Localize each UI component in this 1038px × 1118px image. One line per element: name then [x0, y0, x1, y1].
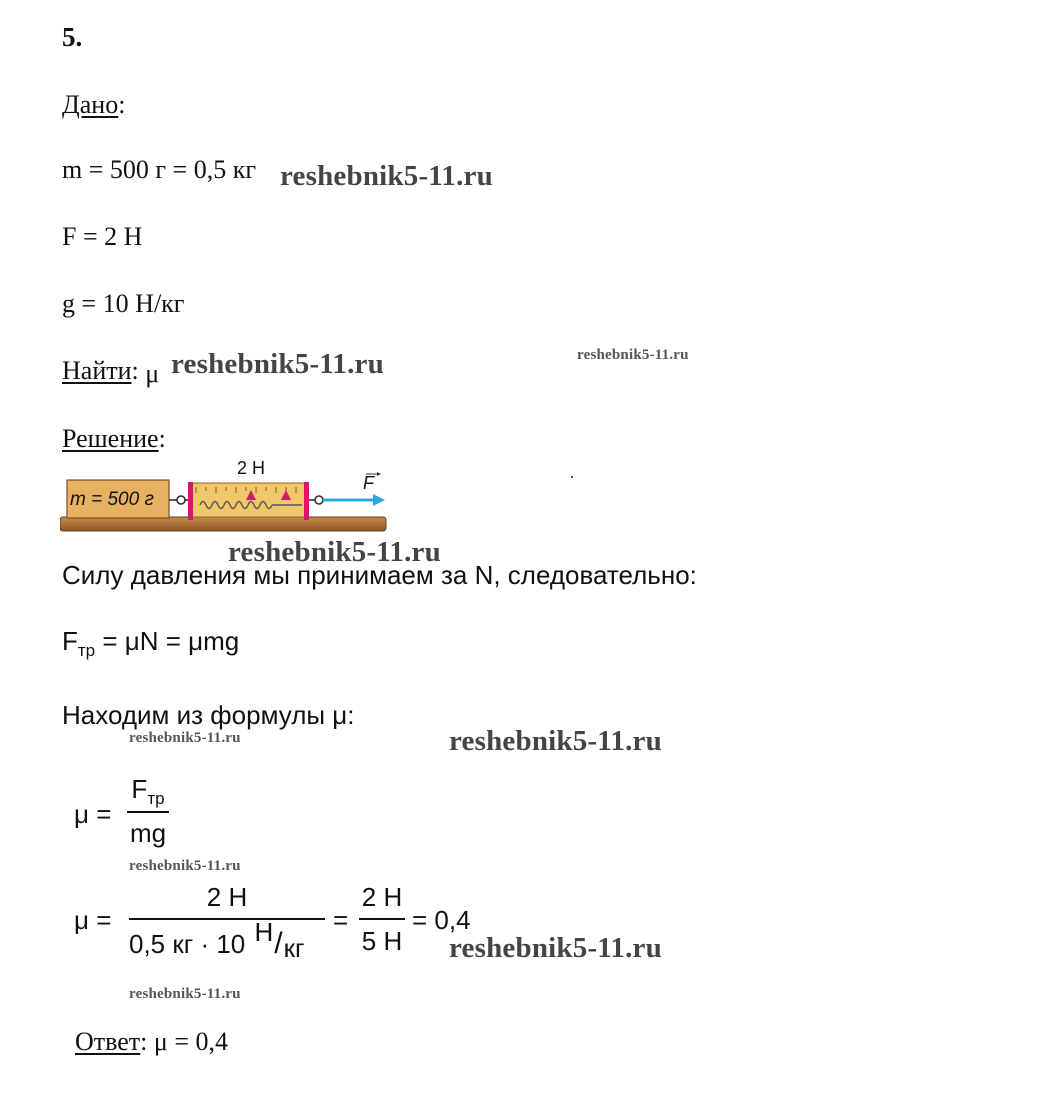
- formula2-denominator2: 5 Н: [361, 926, 403, 956]
- watermark: reshebnik5-11.ru: [129, 730, 241, 746]
- find-value: μ: [145, 359, 160, 388]
- formula2-denominator: 0,5 кг · 10 Н/кг: [129, 917, 305, 963]
- given-mass: m = 500 г = 0,5 кг: [62, 155, 257, 184]
- formula2-fraction-bar2: [359, 918, 405, 920]
- find-from-formula-line: Находим из формулы μ:: [62, 700, 355, 730]
- friction-equation: $F_{тр} = \mu N = \mu mg$: [62, 626, 240, 660]
- watermark: reshebnik5-11.ru: [228, 536, 441, 568]
- watermark: reshebnik5-11.ru: [577, 347, 689, 363]
- dynamometer-figure: [60, 460, 390, 536]
- find-heading: Найти: μ: [62, 356, 160, 388]
- answer-line: Ответ: μ = 0,4: [75, 1027, 229, 1056]
- formula1-denominator: mg: [129, 818, 167, 848]
- formula2-fraction-bar: [129, 918, 325, 920]
- given-force: F = 2 Н: [62, 222, 143, 251]
- force-reading: 2 Н: [237, 458, 266, 478]
- formula1-numerator: $F_{тр}$: [131, 774, 165, 808]
- watermark: reshebnik5-11.ru: [449, 932, 662, 964]
- answer-label: Ответ: [75, 1027, 141, 1056]
- formula2-numerator2: 2 Н: [361, 882, 403, 912]
- formula2-lhs: μ =: [74, 905, 112, 935]
- formula2-result: = 0,4: [412, 905, 471, 935]
- formula2-numerator: 2 Н: [206, 882, 248, 912]
- find-label: Найти: [62, 356, 132, 385]
- answer-value: μ = 0,4: [153, 1027, 229, 1056]
- solution-label: Решение: [62, 424, 159, 453]
- stray-dot: [571, 476, 573, 478]
- watermark: reshebnik5-11.ru: [449, 725, 662, 757]
- pressure-line: Силу давления мы принимаем за N, следовательно:: [62, 560, 697, 590]
- force-vector-label: F: [363, 473, 374, 493]
- solution-heading: Решение:: [62, 424, 166, 453]
- given-gravity: g = 10 Н/кг: [62, 289, 185, 318]
- formula2-equals: =: [333, 905, 349, 935]
- task-number: 5.: [62, 22, 83, 52]
- given-label: Дано: [62, 90, 119, 119]
- watermark: reshebnik5-11.ru: [129, 986, 241, 1002]
- watermark: reshebnik5-11.ru: [280, 160, 493, 192]
- formula1-fraction-bar: [127, 811, 169, 813]
- given-heading: Дано:: [62, 90, 126, 119]
- watermark: reshebnik5-11.ru: [129, 858, 241, 874]
- formula1-lhs: μ =: [74, 799, 112, 829]
- mass-label: m = 500 г: [70, 489, 154, 510]
- watermark: reshebnik5-11.ru: [171, 348, 384, 380]
